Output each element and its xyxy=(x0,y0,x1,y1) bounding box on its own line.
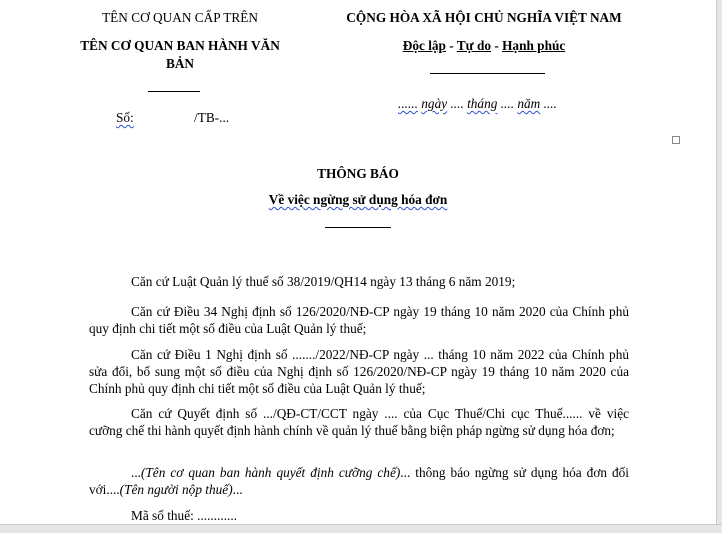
legal-basis-2 xyxy=(89,303,629,337)
motto-sep-2: - xyxy=(491,38,503,53)
tax-code-text: Mã số thuế: ............ xyxy=(131,508,237,523)
issuing-agency-line2: BẢN xyxy=(165,56,195,71)
parent-agency-name xyxy=(60,10,300,26)
tax-code-line xyxy=(89,507,629,524)
place-dots: ...... xyxy=(398,96,418,111)
title-rule xyxy=(325,227,391,228)
right-header-rule xyxy=(430,73,545,74)
window-right-edge xyxy=(716,0,722,532)
document-subject xyxy=(200,192,516,208)
taxpayer-name-placeholder: (Tên người nộp thuế) xyxy=(119,482,233,497)
place-date-line xyxy=(398,96,557,112)
subject-text: Về việc ngừng sử dụng hóa đơn xyxy=(268,192,448,207)
legal-basis-1-text: Căn cứ Luật Quản lý thuế số 38/2019/QH14 ngày 13 tháng 6 năm 2019; xyxy=(131,274,516,289)
notice-paragraph xyxy=(89,464,629,498)
enforcing-agency-placeholder: (Tên cơ quan ban hành quyết định cưỡng chế) xyxy=(140,465,401,480)
notice-text-1: ... thông báo ngừng sử dụng hóa đơn đối với.... xyxy=(89,465,629,497)
date-month-dots: .... xyxy=(500,96,515,111)
date-year-dots: .... xyxy=(543,96,557,111)
document-number-suffix: /TB-... xyxy=(194,110,230,125)
date-month-label: tháng xyxy=(467,96,498,111)
number-label: Số: xyxy=(116,110,134,125)
issuing-agency-line1: TÊN CƠ QUAN BAN HÀNH VĂN xyxy=(80,38,280,53)
country-name: CỘNG HÒA XÃ HỘI CHỦ NGHĨA VIỆT NAM xyxy=(346,10,622,25)
notice-prefix: ... xyxy=(131,465,141,480)
legal-basis-3 xyxy=(89,346,629,397)
national-motto xyxy=(318,38,650,54)
legal-basis-1 xyxy=(89,273,629,290)
date-year-label: năm xyxy=(517,96,541,111)
motto-independence: Độc lập xyxy=(402,38,446,53)
legal-basis-3-text: Căn cứ Điều 1 Nghị định số ......./2022/NĐ-CP ngày ... tháng 10 năm 2022 của Chính phủ sửa đổi, bổ sung một số điều của Nghị định số 126/2020/NĐ-CP ngày 19 tháng 10 năm 2020 của Chính phủ quy định chi tiết một số điều của Luật Quản lý thuế; xyxy=(89,347,629,396)
legal-basis-4 xyxy=(89,405,629,439)
motto-sep-1: - xyxy=(445,38,457,53)
legal-basis-4-text: Căn cứ Quyết định số .../QĐ-CT/CCT ngày .... của Cục Thuế/Chi cục Thuế...... về việc cưỡng chế thi hành quyết định hành chính về quản lý thuế bằng biện pháp ngừng sử dụng hóa đơn; xyxy=(89,406,629,438)
motto-happiness: Hạnh phúc xyxy=(502,38,566,53)
parent-agency-text: TÊN CƠ QUAN CẤP TRÊN xyxy=(102,10,258,25)
motto-freedom: Tự do xyxy=(456,38,491,53)
text-box-resize-handle[interactable] xyxy=(672,136,680,144)
legal-basis-2-text: Căn cứ Điều 34 Nghị định số 126/2020/NĐ-CP ngày 19 tháng 10 năm 2020 của Chính phủ quy định chi tiết một số điều của Luật Quản lý thuế; xyxy=(89,304,629,336)
date-day-dots: .... xyxy=(450,96,464,111)
notice-text-2: ... xyxy=(232,482,243,497)
left-header-rule xyxy=(148,91,200,92)
date-day-label: ngày xyxy=(421,96,448,111)
document-number-label xyxy=(116,110,134,126)
document-title: THÔNG BÁO xyxy=(317,166,399,181)
